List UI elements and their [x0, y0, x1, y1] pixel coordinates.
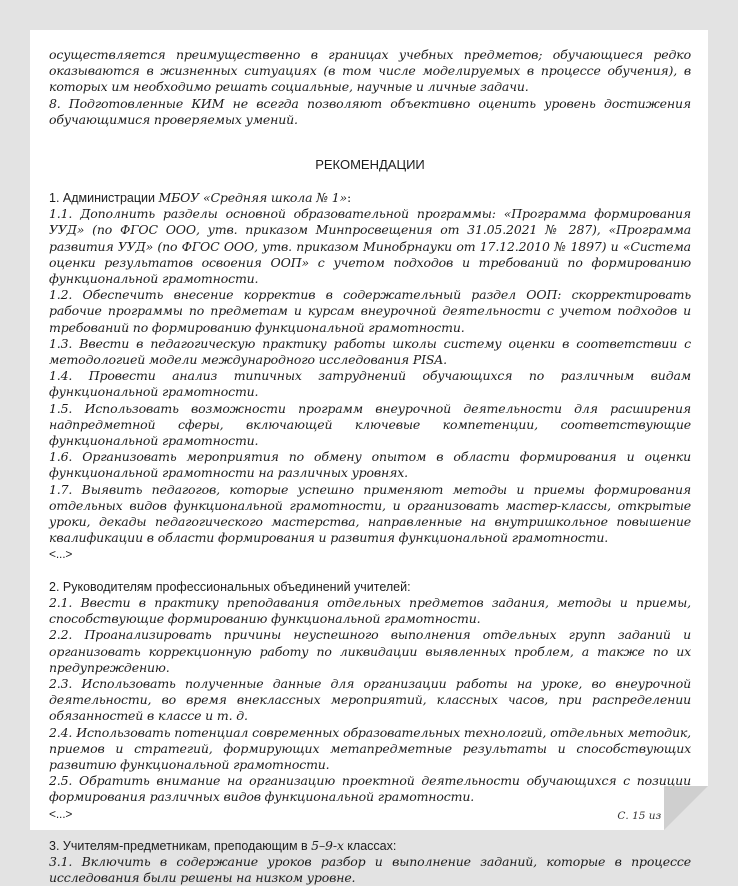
intro-paragraph: осуществляется преимущественно в границах учебных предметов; обучающиеся редко оказываются в жизненных ситуациях (в том числе моделируемых в процессе обучения), в которых им необходимо решать социальные, научные и личные задачи. [49, 47, 691, 95]
intro-paragraph: 8. Подготовленные КИМ не всегда позволяют объективно оценить уровень достижения обучающимися проверяемых умений. [49, 95, 691, 127]
recommendation-item: 1.1. Дополнить разделы основной образовательной программы: «Программа формирования УУД» (по ФГОС ООО, утв. приказом Минпросвещения от 31.05.2021 № 287), «Программа развития УУД» (по ФГОС ООО, утв. приказом Минобрнауки от 17.12.2010 № 1897) и «Система оценки результатов освоения ООП» с учетом подходов и требований по формированию функциональной грамотности. [49, 206, 691, 287]
section-title [49, 838, 691, 854]
recommendation-item: 1.5. Использовать возможности программ внеурочной деятельности для расширения надпредметной сферы, включающей ключевые компетенции, соответствующие функциональной грамотности. [49, 400, 691, 449]
recommendation-item: 1.6. Организовать мероприятия по обмену опытом в области формирования и оценки функциональной грамотности на различных уровнях. [49, 449, 691, 481]
section-title-text: 1. Администрации [49, 191, 159, 206]
section-title-text: 3. Учителям-предметникам, преподающим в [49, 838, 312, 853]
section-title-suffix: классах: [343, 838, 397, 853]
recommendation-item: 2.1. Ввести в практику преподавания отдельных предметов задания, методы и приемы, способствующие формированию функциональной грамотности. [49, 594, 691, 627]
section-heading: РЕКОМЕНДАЦИИ [315, 157, 425, 173]
ellipsis: <...> [49, 806, 73, 821]
section-title-italic: 5–9-х [311, 837, 344, 853]
recommendation-item: 1.2. Обеспечить внесение корректив в содержательный раздел ООП: скорректировать рабочие программы по предметам и курсам внеурочной деятельности с учетом подходов и требований по формированию функциональной грамотности. [49, 287, 691, 335]
recommendation-item: 2.4. Использовать потенциал современных образовательных технологий, отдельных методик, приемов и стратегий, формирующих метапредметные результаты и способствующих развитию функциональной грамотности. [49, 724, 691, 772]
recommendation-item: 1.7. Выявить педагогов, которые успешно применяют методы и приемы формирования отдельных видов функциональной грамотности, и организовать мастер-классы, открытые уроки, декады педагогического мастерства, направленные на внутришкольное повышение квалификации в области формирования и развития функциональной грамотности. [49, 481, 691, 546]
ellipsis: <...> [49, 547, 73, 562]
section-title: 2. Руководителям профессиональных объединений учителей: [49, 579, 411, 594]
page-number: С. 15 из 16 [617, 810, 678, 822]
section-title [49, 190, 691, 206]
page-corner-fold [664, 786, 708, 830]
recommendation-item: 1.4. Провести анализ типичных затруднений обучающихся по различным видам функциональной грамотности. [49, 368, 691, 400]
recommendation-item: 2.2. Проанализировать причины неуспешного выполнения отдельных групп заданий и организовать коррекционную работу по ликвидации выявленных проблем, а также по их предупреждению. [49, 627, 691, 675]
section-title-italic: МБОУ «Средняя школа № 1» [158, 190, 348, 206]
document-page [30, 30, 708, 886]
recommendation-item: 1.3. Ввести в педагогическую практику работы школы систему оценки в соответствии с методологией модели международного исследования PISA. [49, 335, 691, 368]
document-content [49, 47, 691, 886]
recommendation-item: 3.1. Включить в содержание уроков разбор и выполнение заданий, которые в процессе исследования были решены на низком уровне. [49, 853, 691, 886]
section-2 [49, 579, 691, 822]
intro-block [49, 47, 691, 128]
recommendation-item: 2.5. Обратить внимание на организацию проектной деятельности обучающихся с позиции формирования различных видов функциональной грамотности. [49, 773, 691, 805]
section-1 [49, 190, 691, 563]
recommendation-item: 2.3. Использовать полученные данные для организации работы на уроке, во внеурочной деятельности, во время внеклассных мероприятий, классных часов, при распределении обязанностей в классе и т. д. [49, 675, 691, 724]
section-title-suffix: : [347, 190, 352, 206]
